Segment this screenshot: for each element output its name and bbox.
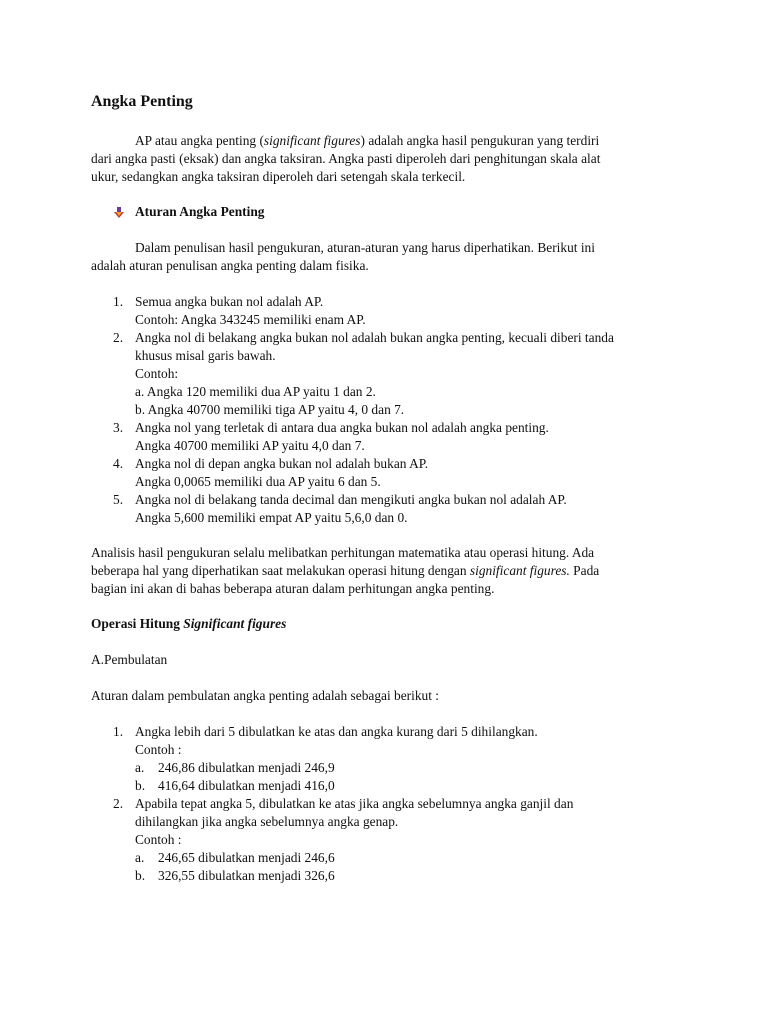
analysis-line-3: bagian ini akan di bahas beberapa aturan dalam perhitungan angka penting. <box>91 581 495 596</box>
list-number: 1. <box>113 724 124 739</box>
section-heading-operasi <box>91 615 286 633</box>
intro-text: ) adalah angka hasil pengukuran yang terdiri <box>360 133 600 148</box>
subheading-pembulatan: A.Pembulatan <box>91 652 168 667</box>
example-text: 246,86 dibulatkan menjadi 246,9 <box>158 760 335 775</box>
list-number: 2. <box>113 796 124 811</box>
intro-italic: significant figures <box>263 133 361 148</box>
analysis-italic: significant figures. <box>469 563 570 578</box>
intro-line-2: dari angka pasti (eksak) dan angka taksiran. Angka pasti diperoleh dari penghitungan skala alat <box>91 151 601 166</box>
list-item-line: Contoh : <box>135 832 182 847</box>
arrow-down-bullet-icon <box>113 207 125 219</box>
analysis-text: Pada <box>569 563 600 578</box>
list-item-line: Apabila tepat angka 5, dibulatkan ke atas jika angka sebelumnya angka ganjil dan <box>135 796 574 811</box>
list-item-line: khusus misal garis bawah. <box>135 348 276 363</box>
section1-para-line-2: adalah aturan penulisan angka penting dalam fisika. <box>91 258 369 273</box>
list-item-line: Angka 40700 memiliki AP yaitu 4,0 dan 7. <box>135 438 365 453</box>
example-letter: a. <box>135 850 145 865</box>
list-item-line: Angka nol yang terletak di antara dua angka bukan nol adalah angka penting. <box>135 420 549 435</box>
example-text: 416,64 dibulatkan menjadi 416,0 <box>158 778 335 793</box>
list-item-line: Semua angka bukan nol adalah AP. <box>135 294 324 309</box>
intro-line-3: ukur, sedangkan angka taksiran diperoleh dari setengah skala terkecil. <box>91 169 466 184</box>
example-letter: a. <box>135 760 145 775</box>
analysis-text: beberapa hal yang diperhatikan saat melakukan operasi hitung dengan <box>91 563 470 578</box>
list-item-line: Angka lebih dari 5 dibulatkan ke atas dan angka kurang dari 5 dihilangkan. <box>135 724 538 739</box>
example-text: 326,55 dibulatkan menjadi 326,6 <box>158 868 335 883</box>
list-item-line: Angka 5,600 memiliki empat AP yaitu 5,6,0 dan 0. <box>135 510 408 525</box>
example-letter: b. <box>135 868 146 883</box>
list-item-line: Contoh: Angka 343245 memiliki enam AP. <box>135 312 366 327</box>
list-number: 2. <box>113 330 124 345</box>
list-item-line: dihilangkan jika angka sebelumnya angka genap. <box>135 814 399 829</box>
list-item-line: b. Angka 40700 memiliki tiga AP yaitu 4, 0 dan 7. <box>135 402 405 417</box>
page-title: Angka Penting <box>91 93 193 110</box>
section2-heading-italic: Significant figures <box>183 616 287 631</box>
list-number: 3. <box>113 420 124 435</box>
intro-text: AP atau angka penting ( <box>135 133 264 148</box>
example-letter: b. <box>135 778 146 793</box>
list-item-line: Contoh : <box>135 742 182 757</box>
section-heading-aturan: Aturan Angka Penting <box>135 204 265 219</box>
list-number: 4. <box>113 456 124 471</box>
list-item-line: Angka 0,0065 memiliki dua AP yaitu 6 dan 5. <box>135 474 381 489</box>
list-item-line: Angka nol di belakang tanda decimal dan mengikuti angka bukan nol adalah AP. <box>135 492 567 507</box>
example-text: 246,65 dibulatkan menjadi 246,6 <box>158 850 335 865</box>
list-item-line: Contoh: <box>135 366 179 381</box>
analysis-line-2 <box>91 562 599 580</box>
list-item-line: Angka nol di depan angka bukan nol adalah bukan AP. <box>135 456 429 471</box>
list-item-line: Angka nol di belakang angka bukan nol adalah bukan angka penting, kecuali diberi tanda <box>135 330 614 345</box>
list-item-line: a. Angka 120 memiliki dua AP yaitu 1 dan 2. <box>135 384 376 399</box>
pembulatan-intro: Aturan dalam pembulatan angka penting adalah sebagai berikut : <box>91 688 440 703</box>
list-number: 5. <box>113 492 124 507</box>
intro-line-1 <box>135 132 599 150</box>
section2-heading-text: Operasi Hitung <box>91 616 184 631</box>
analysis-line-1: Analisis hasil pengukuran selalu melibatkan perhitungan matematika atau operasi hitung. Ada <box>91 545 595 560</box>
section1-para-line-1: Dalam penulisan hasil pengukuran, aturan-aturan yang harus diperhatikan. Berikut ini <box>135 240 595 255</box>
list-number: 1. <box>113 294 124 309</box>
